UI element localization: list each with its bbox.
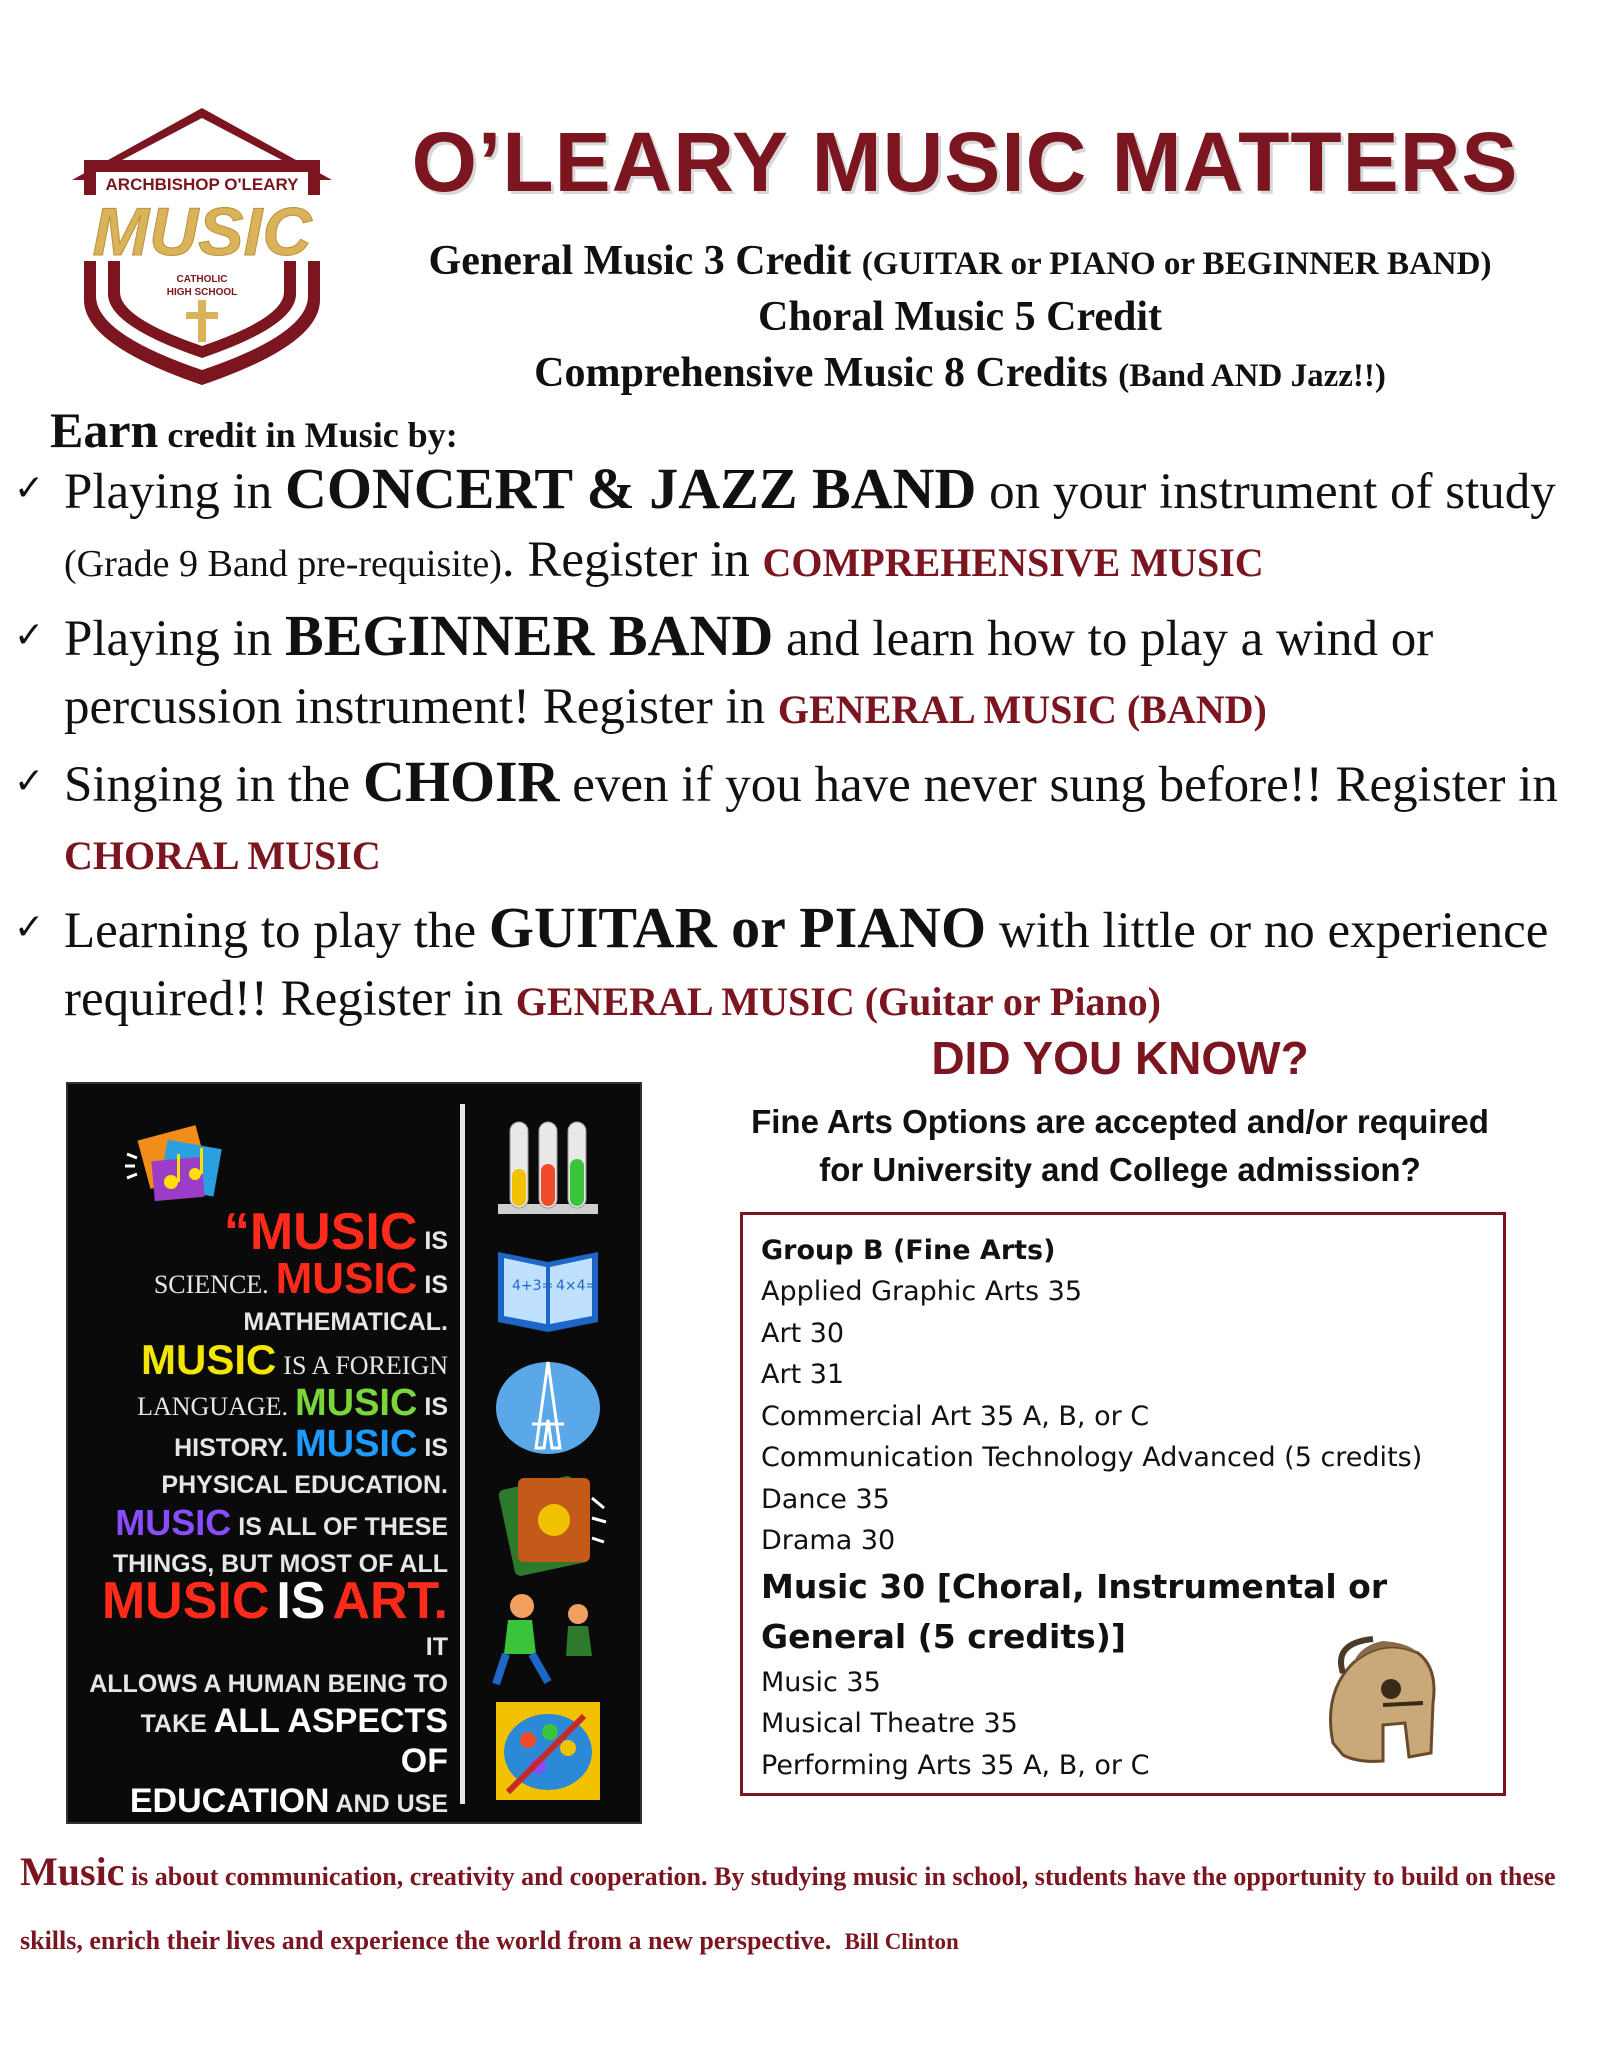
bullet-text-pre: Playing in <box>64 611 273 667</box>
earn-heading <box>50 402 458 458</box>
bullet-text-post: even if you have never sung before!! Register in <box>572 757 1558 813</box>
quote-word: IT <box>425 1633 448 1661</box>
did-you-know-subtitle <box>720 1098 1520 1194</box>
poster-quote <box>88 1203 448 1824</box>
credit-line-general <box>330 240 1590 282</box>
checkmark-icon: ✓ <box>14 761 45 802</box>
bullet-text-note: (Grade 9 Band pre-requisite) <box>64 543 502 585</box>
quote-word: MUSIC <box>294 1382 418 1424</box>
list-item: Music 35 <box>761 1666 881 1698</box>
quote-word: IS <box>424 1227 448 1255</box>
bullet-text-caps: GUITAR or PIANO <box>488 895 987 960</box>
list-item <box>14 602 1574 744</box>
earn-big: Earn <box>50 402 159 458</box>
list-item: Commercial Art 35 A, B, or C <box>761 1400 1150 1432</box>
checkmark-icon: ✓ <box>14 615 45 656</box>
quote-word: IS <box>276 1572 326 1630</box>
bullet-text-pre: Learning to play the <box>64 903 477 959</box>
bullet-text-post: with little or no experience required!! Register in <box>64 903 1549 1027</box>
bullet-text-pre: Playing in <box>64 464 273 520</box>
list-item: Applied Graphic Arts 35 <box>761 1276 1082 1307</box>
list-item: Art 31 <box>761 1359 845 1390</box>
music-quote-poster <box>66 1082 642 1824</box>
list-item-highlight: Music 30 [Choral, Instrumental or <box>761 1566 1388 1606</box>
svg-text:HIGH SCHOOL: HIGH SCHOOL <box>166 287 238 298</box>
credit-general-main: General Music 3 Credit <box>428 238 852 284</box>
list-item: Art 30 <box>761 1317 845 1349</box>
quote-word: IS <box>424 1434 448 1462</box>
bullet-text-pre: Singing in the <box>64 757 351 813</box>
did-you-know-line: for University and College admission? <box>819 1151 1421 1188</box>
checkmark-icon: ✓ <box>14 907 45 948</box>
school-logo <box>62 100 342 390</box>
svg-text:ARCHBISHOP O'LEARY: ARCHBISHOP O'LEARY <box>105 175 299 194</box>
svg-text:4×4=: 4×4= <box>556 1278 598 1294</box>
quote-word: ALLOWS A HUMAN BEING TO <box>89 1670 448 1698</box>
quote-word: IS A FOREIGN <box>283 1351 448 1380</box>
history-book-icon <box>488 1468 608 1578</box>
quote-word: HISTORY. <box>174 1434 289 1462</box>
quote-word: ART. <box>332 1572 448 1630</box>
checkmark-icon: ✓ <box>14 468 45 509</box>
quote-word: “MUSIC <box>223 1203 418 1261</box>
list-item: Communication Technology Advanced (5 credits) <box>761 1442 1423 1473</box>
credit-choral-main: Choral Music 5 Credit <box>757 294 1163 340</box>
quote-word: MUSIC <box>101 1572 270 1630</box>
bullet-text-caps: CONCERT & JAZZ BAND <box>285 456 977 521</box>
test-tubes-icon <box>488 1114 608 1224</box>
list-item: Dance 35 <box>761 1483 890 1515</box>
quote-word: PHYSICAL EDUCATION. <box>161 1471 448 1499</box>
quote-word: THINGS, BUT MOST OF ALL <box>112 1550 448 1578</box>
math-book-icon <box>488 1232 608 1342</box>
bullet-text-post: and learn how to play a wind or percussion instrument! Register in <box>64 611 1434 735</box>
quote-word: MUSIC <box>115 1502 232 1543</box>
quote-word: ALL ASPECTS OF <box>213 1702 448 1780</box>
footer-author: Bill Clinton <box>844 1929 959 1954</box>
bullet-register: GENERAL MUSIC (Guitar or Piano) <box>515 979 1161 1024</box>
did-you-know-line: Fine Arts Options are accepted and/or required <box>751 1103 1489 1140</box>
quote-word: TAKE <box>140 1710 207 1738</box>
bullet-text-caps: CHOIR <box>362 749 560 814</box>
svg-text:CATHOLIC: CATHOLIC <box>176 274 228 285</box>
quote-word: SCIENCE. <box>153 1270 269 1299</box>
bullet-register: GENERAL MUSIC (BAND) <box>777 687 1267 732</box>
footer-quote <box>20 1840 1580 1974</box>
bullet-register: COMPREHENSIVE MUSIC <box>762 540 1264 585</box>
bullet-text-caps: BEGINNER BAND <box>285 603 774 668</box>
list-item <box>14 748 1574 890</box>
did-you-know-heading: DID YOU KNOW? <box>931 1032 1309 1084</box>
quote-word: AND USE <box>335 1790 448 1818</box>
music-notes-icon <box>123 1114 233 1214</box>
quote-word: IS ALL OF THESE <box>238 1513 448 1541</box>
svg-text:4+3=: 4+3= <box>512 1278 554 1294</box>
footer-first-word: Music <box>20 1849 125 1894</box>
spartan-helmet-icon <box>1313 1633 1443 1773</box>
earn-rest: credit in Music by: <box>167 415 458 455</box>
list-item <box>14 455 1574 598</box>
list-item-highlight: General (5 credits)] <box>761 1616 1126 1656</box>
footer-text: is about communication, creativity and cooperation. By studying music in school, students have the opportunity to build on these skills, enrich their lives and experience the world from a new perspective. <box>20 1862 1556 1955</box>
quote-word: IS <box>424 1393 448 1421</box>
credit-line-choral <box>330 296 1590 338</box>
credit-comprehensive-paren: (Band AND Jazz!!) <box>1118 358 1386 394</box>
page-title: O’LEARY MUSIC MATTERS <box>411 115 1519 209</box>
svg-text:MUSIC: MUSIC <box>92 194 312 270</box>
quote-word: MUSIC <box>294 1423 418 1465</box>
list-item: Performing Arts 35 A, B, or C <box>761 1749 1150 1781</box>
group-b-box <box>740 1212 1506 1796</box>
poster-divider <box>460 1104 465 1804</box>
bullet-list <box>14 455 1574 1040</box>
athlete-icon <box>488 1584 608 1694</box>
quote-word: MUSIC <box>141 1336 277 1383</box>
quote-word: IS <box>424 1271 448 1299</box>
group-b-title: Group B (Fine Arts) <box>761 1235 1056 1266</box>
eiffel-tower-icon <box>488 1350 608 1460</box>
bullet-register: CHORAL MUSIC <box>64 833 381 878</box>
bullet-text-post: on your instrument of study <box>989 464 1556 520</box>
quote-word: MUSIC <box>275 1254 418 1303</box>
credit-comprehensive-main: Comprehensive Music 8 Credits <box>534 350 1108 396</box>
credit-general-paren: (GUITAR or PIANO or BEGINNER BAND) <box>861 246 1492 282</box>
quote-word: LANGUAGE. <box>137 1392 289 1421</box>
art-palette-icon <box>488 1696 608 1806</box>
credit-line-comprehensive <box>330 352 1590 394</box>
quote-word: EDUCATION <box>129 1782 330 1820</box>
quote-word: MATHEMATICAL. <box>243 1308 448 1336</box>
bullet-text-post2: . Register in <box>501 532 750 588</box>
list-item: Musical Theatre 35 <box>761 1708 1018 1739</box>
list-item <box>14 894 1574 1036</box>
list-item: Drama 30 <box>761 1525 896 1556</box>
